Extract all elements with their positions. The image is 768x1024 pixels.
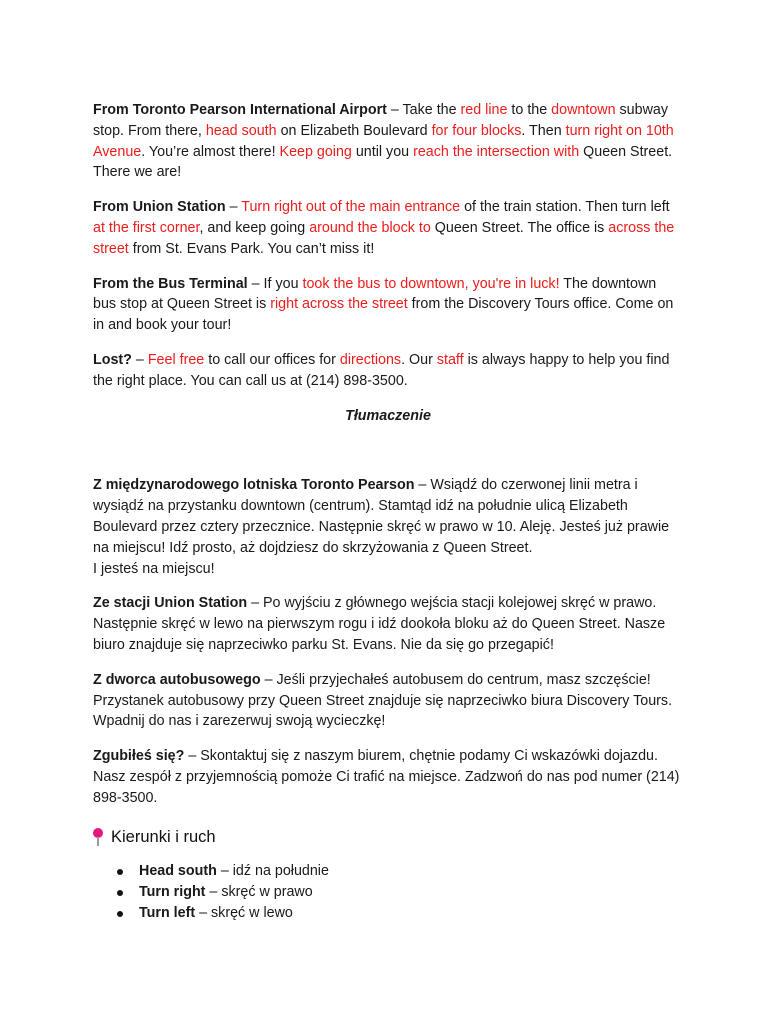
highlight-run: for four blocks [431,122,522,139]
text-run: to call our offices for [204,351,340,368]
pushpin-icon [91,828,105,846]
text-run: Queen Street. There we are! [93,143,673,181]
text-run: of the train station. Then turn left [460,199,670,216]
highlight-run: right across the street [270,296,408,313]
paragraph-lead: Z międzynarodowego lotniska Toronto Pearson [93,477,415,494]
paragraph-union-station-en [93,197,683,259]
list-item [117,903,683,924]
bullet-icon [117,911,123,917]
text-run: – Po wyjściu z głównego wejścia stacji kolejowej skręć w prawo. Następnie skręć w lewo na pierwszym rogu i idź dookoła bloku aż do Queen Street. Nasze biuro znajduje się naprzeciwko parku St. Evans. Nie da się go przegapić! [93,595,666,653]
vocab-meaning: – skręć w lewo [195,905,293,922]
paragraph-union-station-pl [93,593,683,655]
paragraph-bus-terminal-pl [93,670,683,732]
highlight-run: Feel free [147,351,205,368]
spacer [93,426,683,475]
highlight-run: downtown [551,102,616,118]
paragraph-lead: From the Bus Terminal [93,275,248,292]
text-run: from St. Evans Park. You can’t miss it! [128,240,375,257]
text-run: until you [351,143,414,160]
highlight-run: across the street [93,219,675,257]
highlight-run: around the block to [309,219,431,236]
document-body [93,100,683,924]
text-run: Queen Street. The office is [430,219,609,236]
highlight-run: Turn right out of the main entrance [241,199,461,216]
text-run: – Skontaktuj się z naszym biurem, chętnie podamy Ci wskazówki dojazdu. Nasz zespół z przyjemnością pomoże Ci trafić na miejsce. Zadzwoń do nas pod numer (214) 898-3500. [93,748,680,806]
text-run: . You’re almost there! [141,143,280,160]
translation-title: Tłumaczenie [345,407,431,424]
paragraph-lead: Zgubiłeś się? [93,748,185,765]
text-run: from the Discovery Tours office. Come on in and book your tour! [93,296,674,334]
highlight-run: at the first corner [93,219,200,236]
bullet-icon [117,890,123,896]
paragraph-lead: Z dworca autobusowego [93,671,261,688]
vocab-term: Turn right [139,884,206,901]
paragraph-lead: Lost? [93,351,132,368]
vocab-term: Head south [139,863,217,880]
highlight-run: head south [205,122,277,139]
highlight-run: turn right on 10th Avenue [93,122,674,160]
highlight-run: directions [339,351,402,368]
paragraph-bus-terminal-en [93,274,683,336]
highlight-run: Keep going [279,143,352,160]
text-run: – [131,351,148,368]
text-run: I jesteś na miejscu! [93,560,215,577]
highlight-run: staff [436,351,464,368]
vocab-list [93,861,683,924]
text-run: to the [507,102,552,118]
text-run: . Our [401,351,437,368]
bullet-icon [117,869,123,875]
vocab-heading [91,827,683,848]
paragraph-lead: From Union Station [93,199,226,216]
paragraph-lost-en [93,350,683,392]
vocab-meaning: – idź na południe [216,863,329,880]
highlight-run: red line [460,102,508,118]
paragraph-lost-pl [93,746,683,808]
text-run: – Wsiądź do czerwonej linii metra i wysiądź na przystanku downtown (centrum). Stamtąd idź na południe ulicą Elizabeth Boulevard przez cztery przecznice. Następnie skręć w prawo w 10. Aleję. Jesteś już prawie na miejscu! Idź prosto, aż dojdziesz do skrzyżowania z Queen Street. [93,477,670,556]
highlight-run: took the bus to downtown, you're in luck! [302,275,560,292]
paragraph-airport-en [93,100,683,183]
paragraph-lead: From Toronto Pearson International Airport [93,102,387,118]
highlight-run: reach the intersection with [413,143,580,160]
paragraph-airport-pl [93,475,683,579]
text-run: – If you [247,275,303,292]
text-run: , and keep going [199,219,310,236]
text-run: is always happy to help you find the right place. You can call us at (214) 898-3500. [93,351,670,389]
vocab-heading-text: Kierunki i ruch [111,827,216,846]
vocab-term: Turn left [139,905,196,922]
text-run: – Jeśli przyjechałeś autobusem do centrum, masz szczęście! Przystanek autobusowy przy Queen Street znajduje się naprzeciwko biura Discovery Tours. Wpadnij do nas i zarezerwuj swoją wycieczkę! [93,671,673,730]
list-item [117,861,683,882]
text-run: on Elizabeth Boulevard [276,122,432,139]
text-run: subway stop. From there, [93,102,669,139]
text-run: – Take the [386,102,461,118]
text-run: – [225,199,242,216]
vocab-meaning: – skręć w prawo [205,884,313,901]
list-item [117,882,683,903]
text-run: . Then [521,122,566,139]
text-run: The downtown bus stop at Queen Street is [93,275,657,313]
paragraph-lead: Ze stacji Union Station [93,595,248,612]
